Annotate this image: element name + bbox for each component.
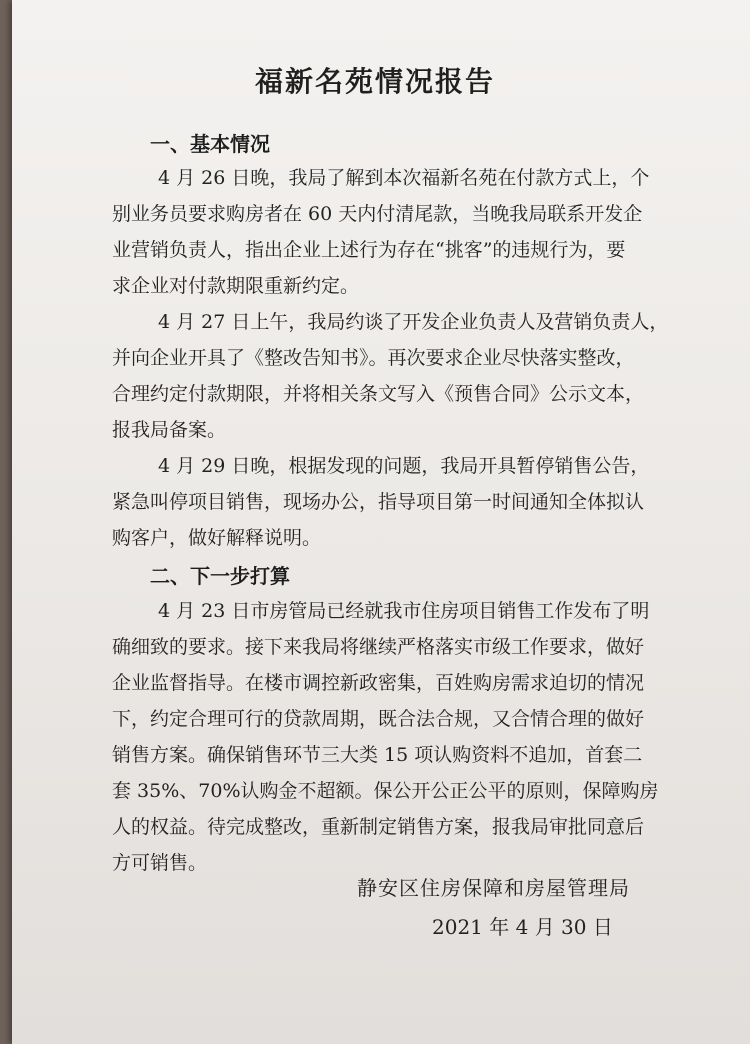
paragraph-line: 并向企业开具了《整改告知书》。再次要求企业尽快落实整改， [112,347,635,369]
paragraph-line: 求企业对付款期限重新约定。 [112,275,360,297]
paragraph-line: 4 月 27 日上午，我局约谈了开发企业负责人及营销负责人， [158,311,669,333]
paragraph-line: 方可销售。 [112,852,208,874]
paragraph-line: 下，约定合理可行的贷款周期，既合法合规，又合情合理的做好 [112,708,645,730]
paragraph-line: 购客户，做好解释说明。 [112,527,322,549]
document-title: 福新名苑情况报告 [254,65,495,98]
signature-organization: 静安区住房保障和房屋管理局 [357,876,630,900]
paragraph-line: 4 月 23 日市房管局已经就我市住房项目销售工作发布了明 [158,600,650,622]
paragraph-line: 4 月 29 日晚，根据发现的问题，我局开具暂停销售公告， [158,455,650,477]
paragraph-line: 业营销负责人，指出企业上述行为存在“挑客”的违规行为，要 [112,239,626,261]
section-heading-next-steps: 二、下一步打算 [150,564,290,588]
paragraph-line: 别业务员要求购房者在 60 天内付清尾款，当晚我局联系开发企 [112,203,643,225]
paragraph-line: 4 月 26 日晚，我局了解到本次福新名苑在付款方式上，个 [158,167,650,189]
paragraph-line: 销售方案。确保销售环节三大类 15 项认购资料不追加，首套二 [112,744,643,766]
paragraph-line: 紧急叫停项目销售，现场办公，指导项目第一时间通知全体拟认 [112,491,645,513]
paragraph-line: 确细致的要求。接下来我局将继续严格落实市级工作要求，做好 [112,636,645,658]
paragraph-line: 报我局备案。 [112,419,227,441]
paragraph-line: 合理约定付款期限，并将相关条文写入《预售合同》公示文本， [112,383,645,405]
signature-date: 2021 年 4 月 30 日 [432,915,613,939]
paragraph-line: 企业监督指导。在楼市调控新政密集，百姓购房需求迫切的情况 [112,672,645,694]
paragraph-line: 人的权益。待完成整改，重新制定销售方案，报我局审批同意后 [112,816,645,838]
paragraph-line: 套 35%、70%认购金不超额。保公开公正公平的原则，保障购房 [112,780,659,802]
section-heading-basic-situation: 一、基本情况 [150,132,270,156]
